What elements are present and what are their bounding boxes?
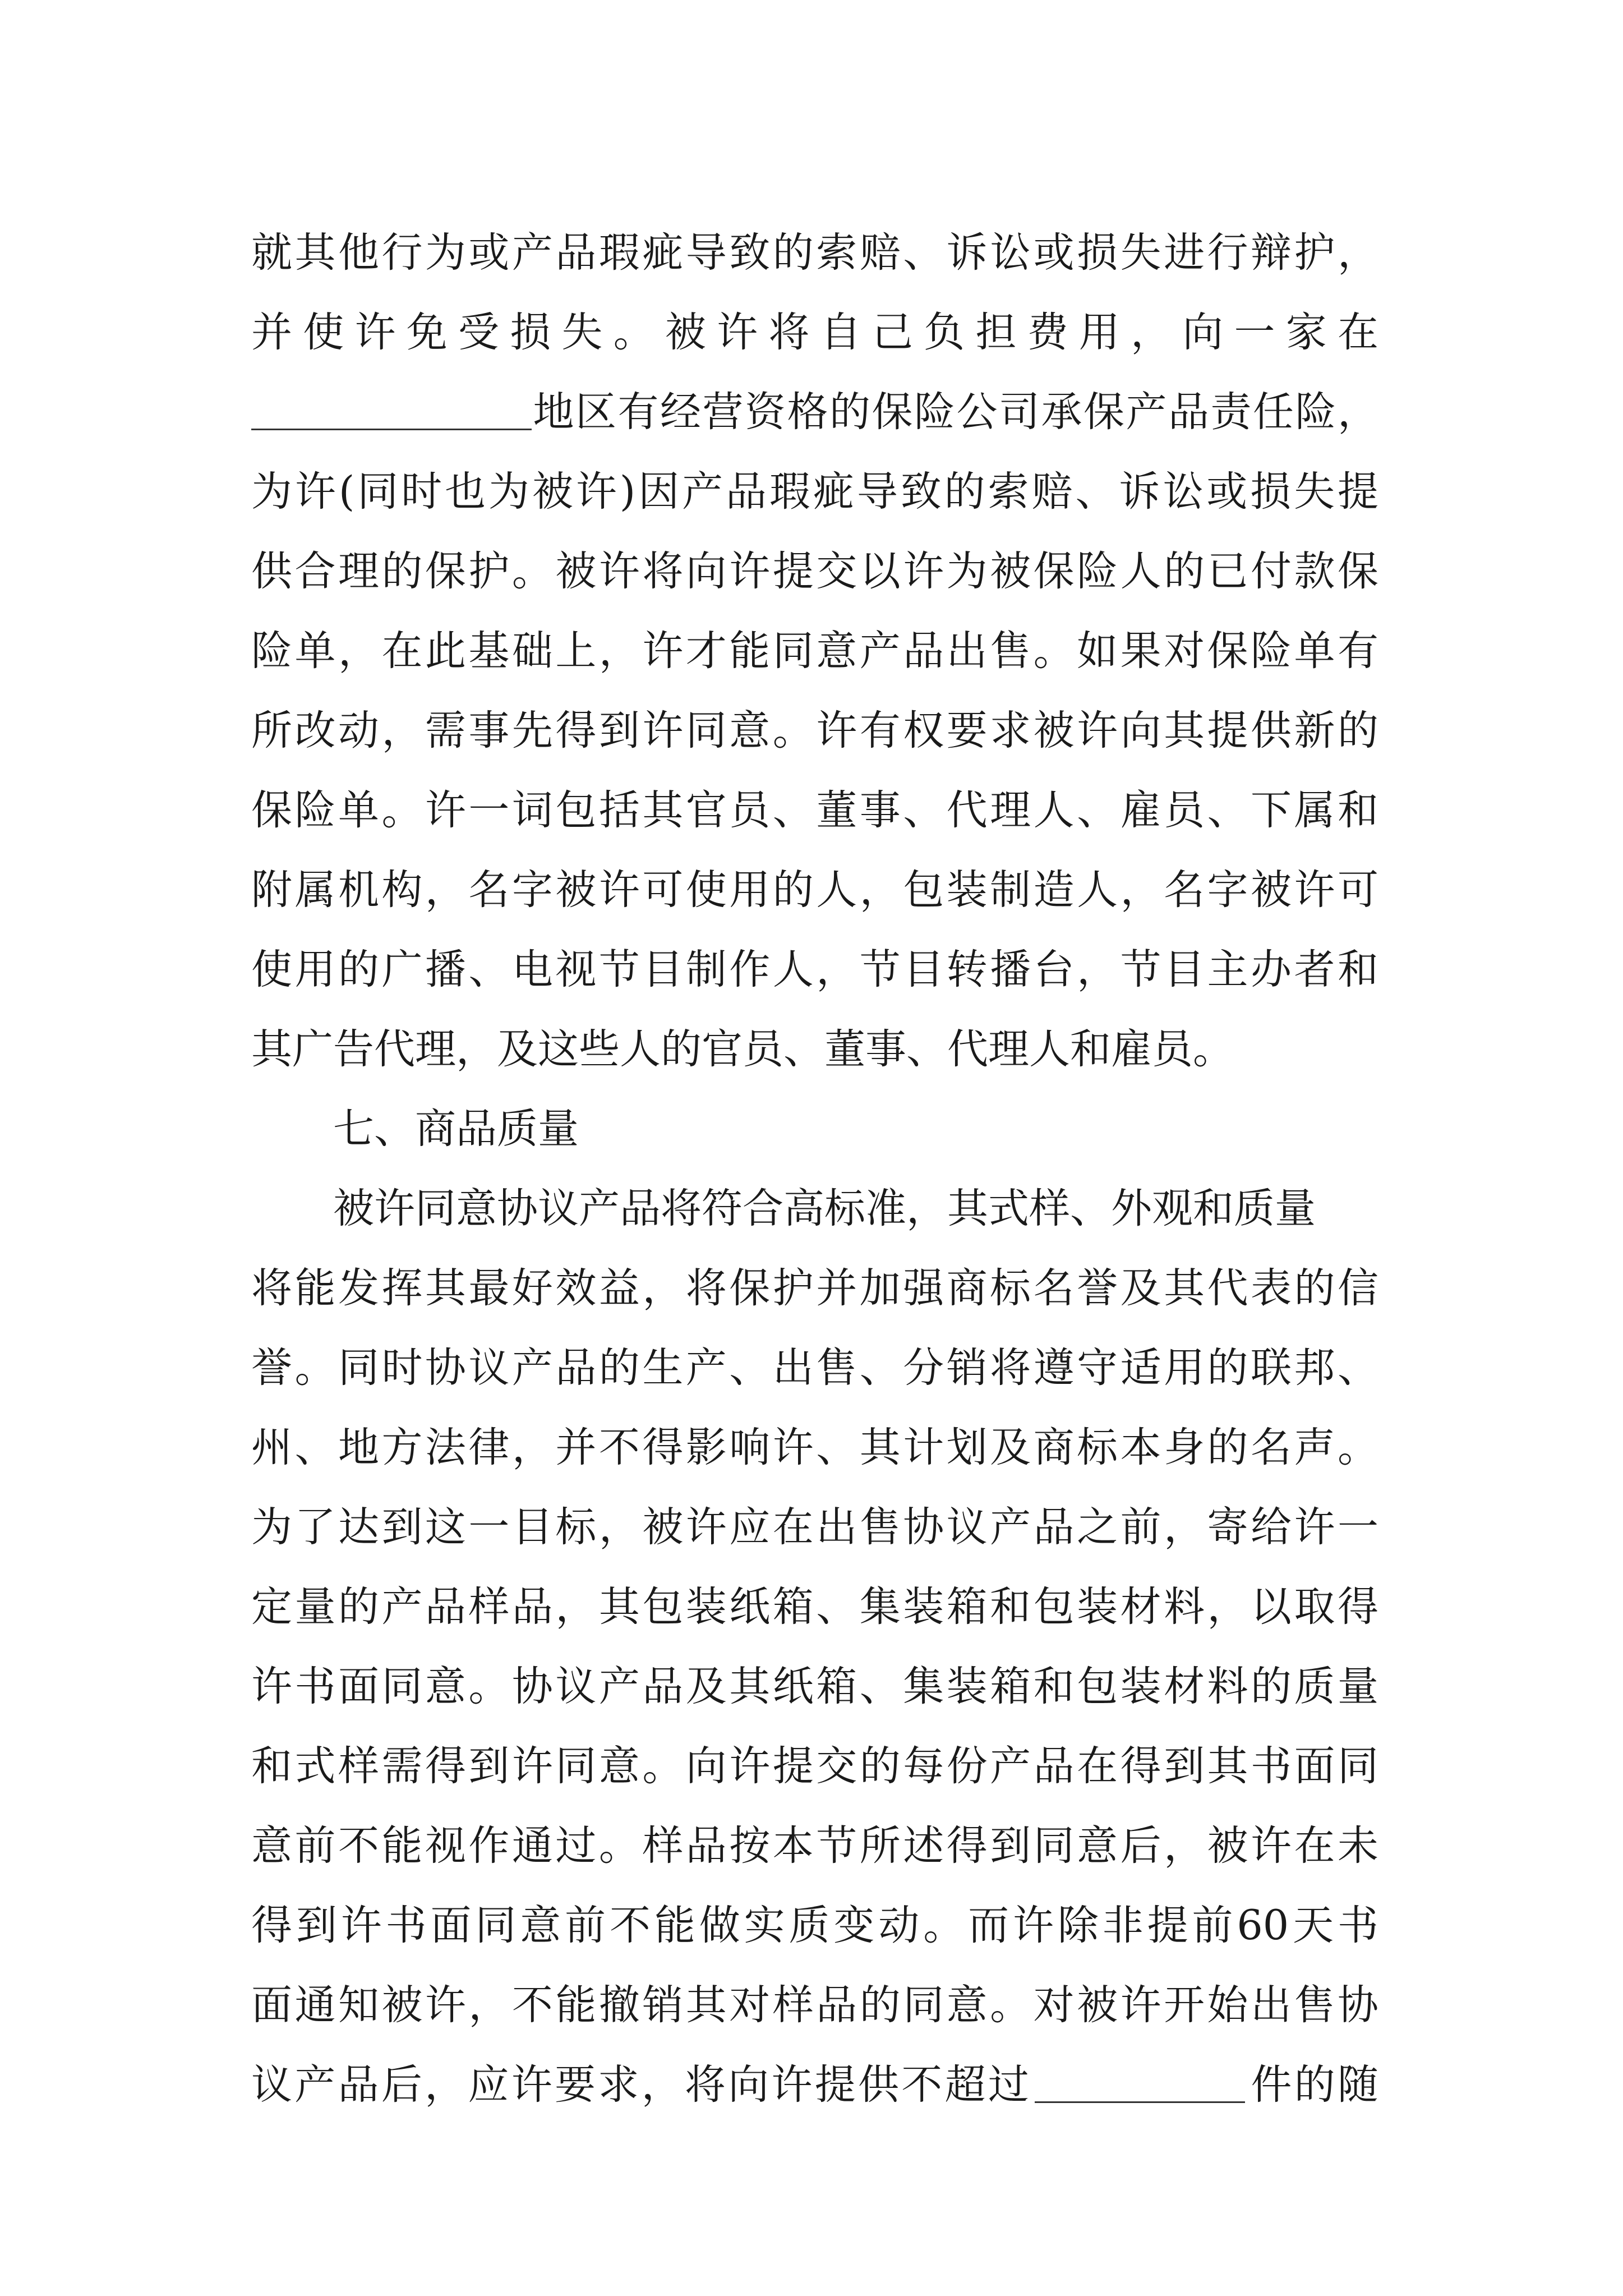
text-line: 使用的广播、电视节目制作人，节目转播台，节目主办者和 — [251, 946, 1378, 993]
text-line: 得到许书面同意前不能做实质变动。而许除非提前60天书 — [251, 1902, 1378, 1949]
section-heading: 七、商品质量 — [333, 1105, 579, 1153]
text-line: 险单，在此基础上，许才能同意产品出售。如果对保险单有 — [251, 627, 1378, 675]
document-body — [251, 213, 1378, 2125]
text-line: 意前不能视作通过。样品按本节所述得到同意后，被许在未 — [251, 1822, 1378, 1870]
text-segment: 议产品后，应许要求，将向许提供不超过 — [251, 2061, 1032, 2109]
text-line: 被许同意协议产品将符合高标准，其式样、外观和质量 — [333, 1185, 1316, 1232]
text-line: 为许(同时也为被许)因产品瑕疵导致的索赔、诉讼或损失提 — [251, 468, 1378, 516]
text-line: 和式样需得到许同意。向许提交的每份产品在得到其书面同 — [251, 1742, 1378, 1790]
fill-in-blank — [251, 387, 532, 430]
text-line: 并使许免受损失。被许将自己负担费用，向一家在 — [251, 309, 1378, 356]
text-segment: 地区有经营资格的保险公司承保产品责任险， — [532, 388, 1378, 436]
text-line: 所改动，需事先得到许同意。许有权要求被许向其提供新的 — [251, 707, 1378, 754]
text-line: 附属机构，名字被许可使用的人，包装制造人，名字被许可 — [251, 866, 1378, 914]
text-line: 州、地方法律，并不得影响许、其计划及商标本身的名声。 — [251, 1424, 1378, 1471]
text-line-with-blank — [251, 2045, 1378, 2125]
text-line-with-blank — [251, 372, 1378, 452]
text-line: 供合理的保护。被许将向许提交以许为被保险人的已付款保 — [251, 547, 1378, 595]
text-line: 保险单。许一词包括其官员、董事、代理人、雇员、下属和 — [251, 786, 1378, 834]
text-segment: 件的随 — [1248, 2061, 1379, 2109]
text-line: 誉。同时协议产品的生产、出售、分销将遵守适用的联邦、 — [251, 1344, 1378, 1392]
text-line: 将能发挥其最好效益，将保护并加强商标名誉及其代表的信 — [251, 1264, 1378, 1312]
fill-in-blank — [1035, 2060, 1245, 2103]
text-line: 就其他行为或产品瑕疵导致的索赔、诉讼或损失进行辩护， — [251, 229, 1378, 277]
text-line: 面通知被许，不能撤销其对样品的同意。对被许开始出售协 — [251, 1981, 1378, 2029]
text-line: 其广告代理，及这些人的官员、董事、代理人和雇员。 — [251, 1025, 1234, 1073]
text-line: 为了达到这一目标，被许应在出售协议产品之前，寄给许一 — [251, 1503, 1378, 1551]
text-line: 许书面同意。协议产品及其纸箱、集装箱和包装材料的质量 — [251, 1663, 1378, 1710]
text-line: 定量的产品样品，其包装纸箱、集装箱和包装材料，以取得 — [251, 1583, 1378, 1631]
